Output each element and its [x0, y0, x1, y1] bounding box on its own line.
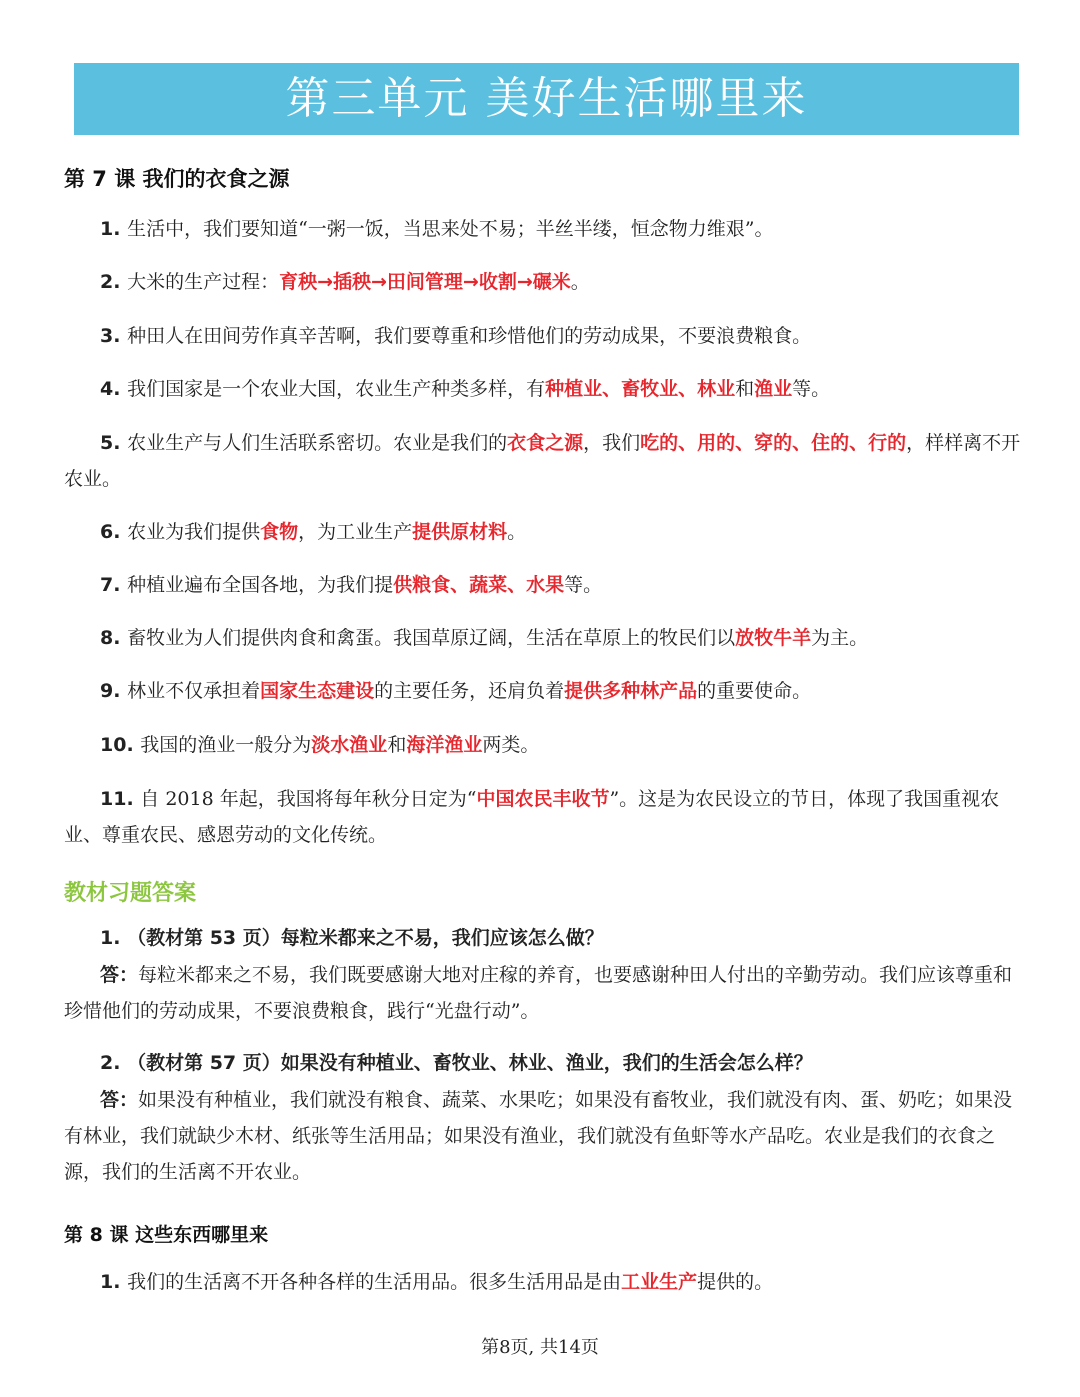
lesson7-item-9	[64, 673, 1024, 709]
lesson7-item-3	[64, 318, 1024, 354]
body-text: 林业不仅承担着	[127, 680, 261, 702]
highlight-text: 国家生态建设	[260, 680, 375, 702]
answer-label: 答：	[100, 1089, 139, 1111]
exercise-answer-1	[64, 957, 1024, 1029]
body-text: 等。	[792, 378, 831, 400]
answer-text: 每粒米都来之不易，我们既要感谢大地对庄稼的养育，也要感谢种田人付出的辛勤劳动。我们应该尊重和珍惜他们的劳动成果，不要浪费粮食，践行“光盘行动”。	[64, 964, 1013, 1022]
exercise-question-1	[64, 920, 1024, 956]
highlight-text: 中国农民丰收节	[476, 788, 610, 810]
highlight-text: 提供原材料	[412, 521, 508, 543]
body-text: 的主要任务，还肩负着	[374, 680, 565, 702]
lesson7-item-5	[64, 425, 1024, 497]
body-text: 大米的生产过程：	[127, 271, 280, 293]
body-text: 提供的。	[697, 1271, 774, 1293]
item-number: 1.	[100, 218, 128, 240]
body-text: 我们国家是一个农业大国，农业生产种类多样，有	[127, 378, 546, 400]
body-text: 种田人在田间劳作真辛苦啊，我们要尊重和珍惜他们的劳动成果，不要浪费粮食。	[127, 325, 812, 347]
item-number: 11.	[100, 788, 141, 810]
lesson7-item-1	[64, 211, 1024, 247]
body-text: 。	[507, 521, 527, 543]
item-number: 2.	[100, 271, 128, 293]
exercises-title: 教材习题答案	[64, 881, 197, 906]
highlight-text: 种植业、畜牧业、林业	[545, 378, 736, 400]
highlight-text: 工业生产	[621, 1271, 698, 1293]
item-number: 6.	[100, 521, 128, 543]
item-number: 9.	[100, 680, 128, 702]
highlight-text: 渔业	[754, 378, 793, 400]
answer-text: 如果没有种植业，我们就没有粮食、蔬菜、水果吃；如果没有畜牧业，我们就没有肉、蛋、奶吃；如果没有林业，我们就缺少木材、纸张等生活用品；如果没有渔业，我们就没有鱼虾等水产品吃。农业是我们的衣食之源，我们的生活离不开农业。	[64, 1089, 1013, 1183]
exercise-answer-2	[64, 1082, 1024, 1190]
exercise-number: 2.	[100, 1052, 121, 1074]
body-text: 我国的渔业一般分为	[140, 734, 312, 756]
lesson8-title: 第 8 课 这些东西哪里来	[64, 1224, 269, 1246]
lesson7-item-7	[64, 567, 1024, 603]
body-text: 我们的生活离不开各种各样的生活用品。很多生活用品是由	[127, 1271, 622, 1293]
highlight-text: 供粮食、蔬菜、水果	[393, 574, 565, 596]
body-text: 和	[387, 734, 407, 756]
body-text: ，样样离不开农业。	[64, 432, 1021, 490]
item-number: 4.	[100, 378, 128, 400]
body-text: 生活中，我们要知道“一粥一饭，当思来处不易；半丝半缕，恒念物力维艰”。	[127, 218, 774, 240]
body-text: 两类。	[482, 734, 540, 756]
exercise-question-2	[64, 1045, 1024, 1081]
body-text: 的重要使命。	[697, 680, 812, 702]
question-text: （教材第 53 页）每粒米都来之不易，我们应该怎么做？	[127, 927, 604, 949]
item-number: 10.	[100, 734, 141, 756]
body-text: 畜牧业为人们提供肉食和禽蛋。我国草原辽阔，生活在草原上的牧民们以	[127, 627, 736, 649]
body-text: 自 2018 年起，我国将每年秋分日定为“	[140, 788, 477, 810]
page-footer: 第8页, 共14页	[481, 1337, 599, 1358]
question-text: （教材第 57 页）如果没有种植业、畜牧业、林业、渔业，我们的生活会怎么样？	[127, 1052, 813, 1074]
highlight-text: 放牧牛羊	[735, 627, 812, 649]
item-number: 8.	[100, 627, 128, 649]
body-text: 。	[570, 271, 590, 293]
highlight-text: 衣食之源	[507, 432, 584, 454]
lesson7-item-11	[64, 781, 1024, 853]
body-text: ，为工业生产	[298, 521, 413, 543]
highlight-text: 淡水渔业	[311, 734, 388, 756]
body-text: ”。这是为农民设立的节日，体现了我国重视农业、尊重农民、感恩劳动的文化传统。	[64, 788, 1000, 846]
item-number: 5.	[100, 432, 128, 454]
body-text: ，我们	[583, 432, 641, 454]
lesson8-item-1	[64, 1264, 1024, 1300]
lesson7-title: 第 7 课 我们的衣食之源	[64, 167, 290, 191]
highlight-text: 提供多种林产品	[564, 680, 698, 702]
body-text: 农业为我们提供	[127, 521, 261, 543]
lesson7-item-2	[64, 264, 1024, 300]
body-text: 农业生产与人们生活联系密切。农业是我们的	[127, 432, 508, 454]
highlight-text: 海洋渔业	[406, 734, 483, 756]
exercise-number: 1.	[100, 927, 121, 949]
body-text: 等。	[564, 574, 603, 596]
body-text: 种植业遍布全国各地，为我们提	[127, 574, 394, 596]
highlight-text: 食物	[260, 521, 299, 543]
lesson7-item-6	[64, 514, 1024, 550]
highlight-text: 吃的、用的、穿的、住的、行的	[640, 432, 907, 454]
highlight-text: 育秧→插秧→田间管理→收割→碾米	[279, 271, 571, 293]
lesson7-item-4	[64, 371, 1024, 407]
body-text: 为主。	[811, 627, 869, 649]
item-number: 7.	[100, 574, 128, 596]
item-number: 1.	[100, 1271, 128, 1293]
lesson7-item-10	[64, 727, 1024, 763]
body-text: 和	[735, 378, 755, 400]
answer-label: 答：	[100, 964, 139, 986]
lesson7-item-8	[64, 620, 1024, 656]
unit-banner: 第三单元 美好生活哪里来	[74, 63, 1019, 135]
item-number: 3.	[100, 325, 128, 347]
